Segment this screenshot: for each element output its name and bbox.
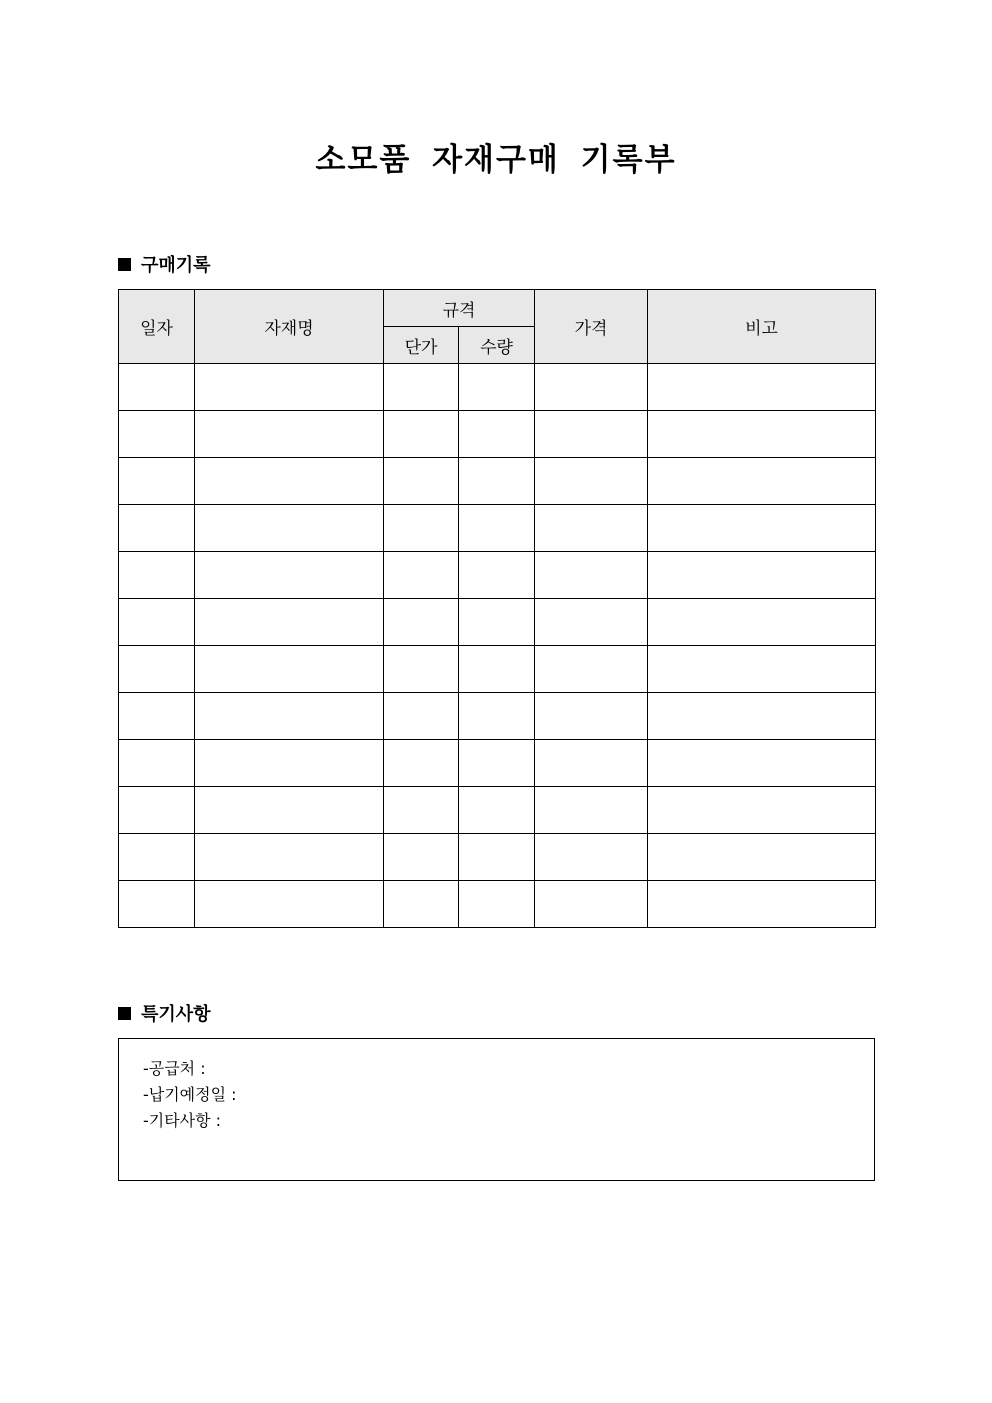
- cell-remarks[interactable]: [648, 364, 876, 411]
- cell-quantity[interactable]: [459, 364, 535, 411]
- cell-remarks[interactable]: [648, 599, 876, 646]
- purchase-section-heading-label: 구매기록: [141, 255, 211, 276]
- cell-unit-price[interactable]: [384, 364, 459, 411]
- square-bullet-icon: [118, 1007, 131, 1020]
- cell-price[interactable]: [535, 693, 648, 740]
- page-title: 소모품 자재구매 기록부: [315, 142, 677, 178]
- cell-material-name[interactable]: [195, 458, 384, 505]
- cell-material-name[interactable]: [195, 364, 384, 411]
- cell-price[interactable]: [535, 646, 648, 693]
- cell-quantity[interactable]: [459, 693, 535, 740]
- table-row: [119, 834, 876, 881]
- cell-date[interactable]: [119, 552, 195, 599]
- column-header-spec: 규격: [384, 290, 535, 327]
- note-delivery-date: -납기예정일 :: [143, 1085, 237, 1104]
- purchase-section-heading: [118, 252, 211, 276]
- cell-remarks[interactable]: [648, 411, 876, 458]
- cell-date[interactable]: [119, 787, 195, 834]
- cell-remarks[interactable]: [648, 693, 876, 740]
- cell-date[interactable]: [119, 364, 195, 411]
- table-row: [119, 411, 876, 458]
- cell-date[interactable]: [119, 458, 195, 505]
- cell-unit-price[interactable]: [384, 646, 459, 693]
- cell-material-name[interactable]: [195, 646, 384, 693]
- cell-price[interactable]: [535, 411, 648, 458]
- cell-material-name[interactable]: [195, 505, 384, 552]
- cell-date[interactable]: [119, 646, 195, 693]
- table-row: [119, 364, 876, 411]
- cell-date[interactable]: [119, 505, 195, 552]
- cell-material-name[interactable]: [195, 552, 384, 599]
- table-row: [119, 787, 876, 834]
- cell-date[interactable]: [119, 881, 195, 928]
- cell-remarks[interactable]: [648, 881, 876, 928]
- cell-price[interactable]: [535, 458, 648, 505]
- square-bullet-icon: [118, 258, 131, 271]
- table-row: [119, 646, 876, 693]
- note-supplier: -공급처 :: [143, 1059, 206, 1078]
- note-other: -기타사항 :: [143, 1111, 222, 1130]
- cell-remarks[interactable]: [648, 552, 876, 599]
- cell-unit-price[interactable]: [384, 599, 459, 646]
- cell-remarks[interactable]: [648, 505, 876, 552]
- cell-material-name[interactable]: [195, 599, 384, 646]
- cell-remarks[interactable]: [648, 834, 876, 881]
- cell-price[interactable]: [535, 552, 648, 599]
- column-header-unit-price: 단가: [384, 327, 459, 364]
- cell-date[interactable]: [119, 834, 195, 881]
- cell-remarks[interactable]: [648, 646, 876, 693]
- cell-quantity[interactable]: [459, 646, 535, 693]
- cell-quantity[interactable]: [459, 458, 535, 505]
- cell-quantity[interactable]: [459, 599, 535, 646]
- table-row: [119, 552, 876, 599]
- cell-date[interactable]: [119, 740, 195, 787]
- cell-material-name[interactable]: [195, 881, 384, 928]
- column-header-date: 일자: [119, 290, 195, 364]
- cell-unit-price[interactable]: [384, 881, 459, 928]
- cell-price[interactable]: [535, 881, 648, 928]
- cell-unit-price[interactable]: [384, 787, 459, 834]
- column-header-material-name: 자재명: [195, 290, 384, 364]
- cell-material-name[interactable]: [195, 693, 384, 740]
- cell-quantity[interactable]: [459, 411, 535, 458]
- notes-section-heading-label: 특기사항: [141, 1004, 211, 1025]
- cell-quantity[interactable]: [459, 881, 535, 928]
- cell-remarks[interactable]: [648, 787, 876, 834]
- purchase-record-table: [118, 289, 876, 928]
- cell-unit-price[interactable]: [384, 834, 459, 881]
- cell-remarks[interactable]: [648, 740, 876, 787]
- cell-date[interactable]: [119, 411, 195, 458]
- cell-price[interactable]: [535, 787, 648, 834]
- table-row: [119, 740, 876, 787]
- column-header-price: 가격: [535, 290, 648, 364]
- cell-quantity[interactable]: [459, 740, 535, 787]
- cell-unit-price[interactable]: [384, 693, 459, 740]
- cell-price[interactable]: [535, 834, 648, 881]
- cell-date[interactable]: [119, 599, 195, 646]
- cell-price[interactable]: [535, 740, 648, 787]
- table-row: [119, 458, 876, 505]
- cell-material-name[interactable]: [195, 834, 384, 881]
- cell-unit-price[interactable]: [384, 458, 459, 505]
- cell-unit-price[interactable]: [384, 505, 459, 552]
- cell-material-name[interactable]: [195, 740, 384, 787]
- column-header-remarks: 비고: [648, 290, 876, 364]
- cell-quantity[interactable]: [459, 505, 535, 552]
- table-row: [119, 505, 876, 552]
- table-row: [119, 693, 876, 740]
- cell-price[interactable]: [535, 599, 648, 646]
- cell-unit-price[interactable]: [384, 552, 459, 599]
- cell-price[interactable]: [535, 364, 648, 411]
- cell-date[interactable]: [119, 693, 195, 740]
- cell-quantity[interactable]: [459, 834, 535, 881]
- cell-quantity[interactable]: [459, 552, 535, 599]
- notes-box[interactable]: [118, 1038, 875, 1181]
- cell-unit-price[interactable]: [384, 740, 459, 787]
- cell-price[interactable]: [535, 505, 648, 552]
- table-row: [119, 599, 876, 646]
- cell-material-name[interactable]: [195, 787, 384, 834]
- cell-unit-price[interactable]: [384, 411, 459, 458]
- notes-section-heading: [118, 1001, 211, 1025]
- cell-material-name[interactable]: [195, 411, 384, 458]
- table-row: [119, 881, 876, 928]
- cell-remarks[interactable]: [648, 458, 876, 505]
- column-header-quantity: 수량: [459, 327, 535, 364]
- cell-quantity[interactable]: [459, 787, 535, 834]
